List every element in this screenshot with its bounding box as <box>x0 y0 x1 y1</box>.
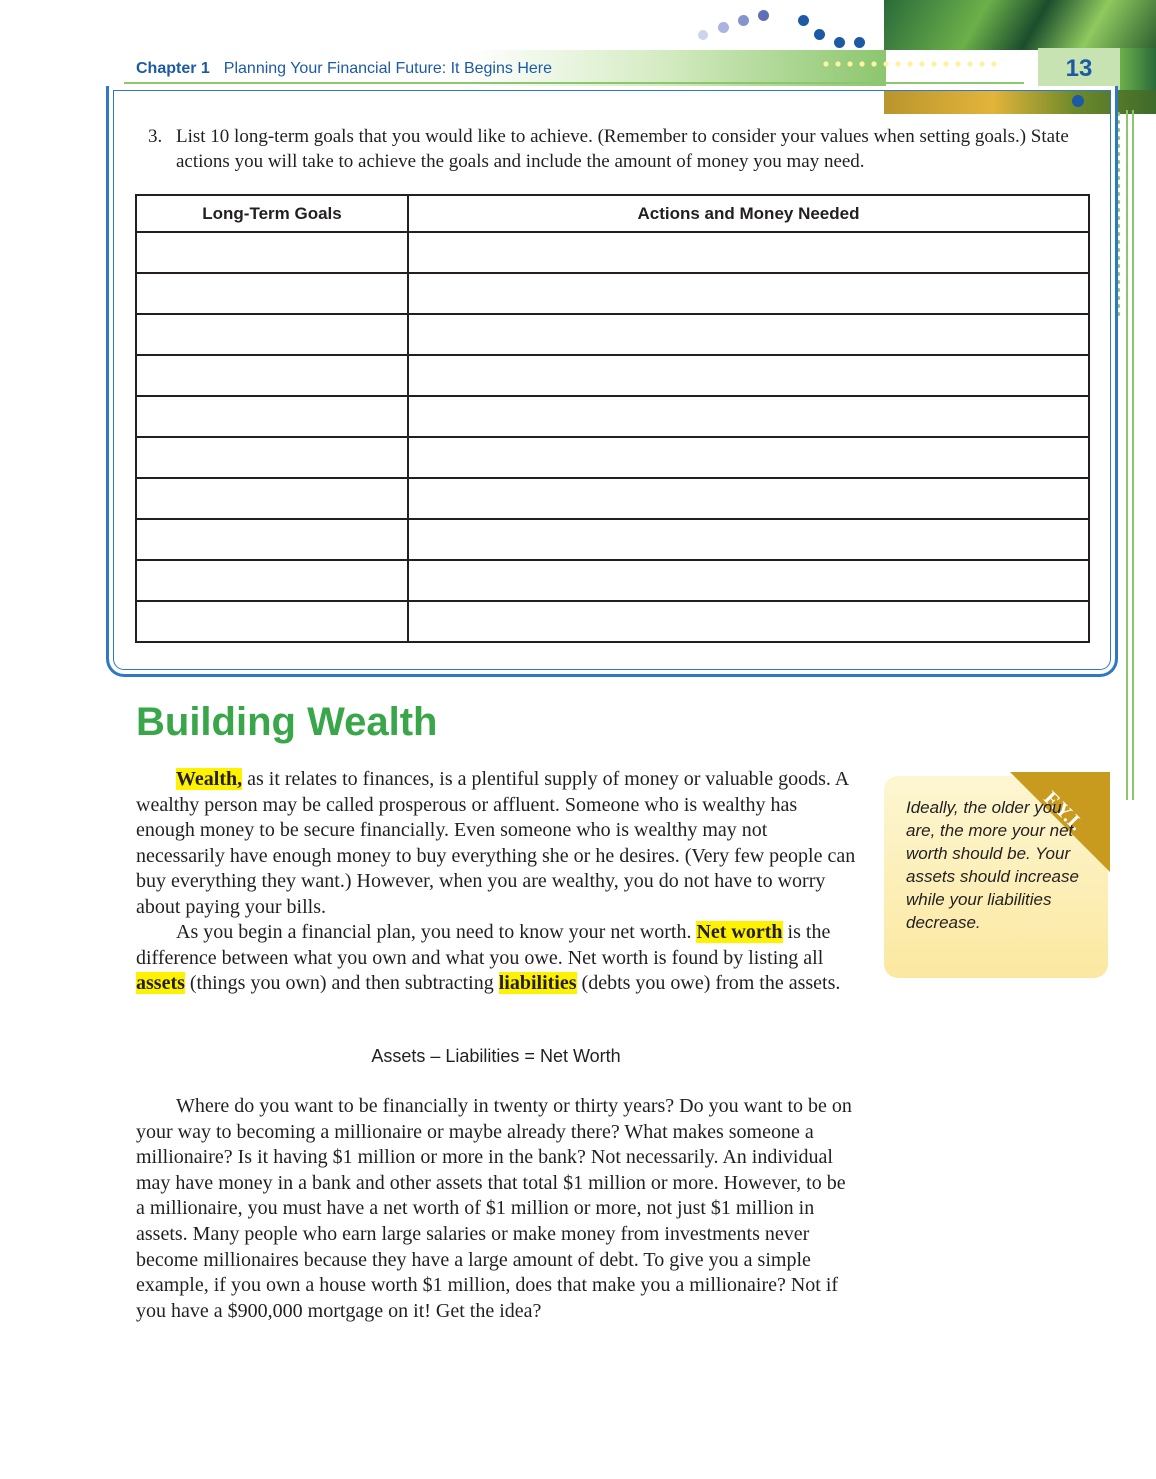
decor-dot <box>738 15 749 26</box>
header-rule <box>124 82 1024 84</box>
page-number: 13 <box>1038 48 1120 90</box>
action-cell[interactable] <box>408 478 1089 519</box>
action-cell[interactable] <box>408 355 1089 396</box>
fyi-label: F.Y.I. <box>1039 787 1088 836</box>
goal-cell[interactable] <box>136 560 408 601</box>
column-header-actions: Actions and Money Needed <box>408 195 1089 232</box>
margin-rule <box>1132 110 1134 800</box>
chapter-label: Chapter 1 <box>136 60 210 77</box>
action-cell[interactable] <box>408 601 1089 642</box>
table-row <box>136 437 1089 478</box>
paragraph-net-worth-lead: As you begin a financial plan, you need to know your net worth. <box>176 921 697 943</box>
action-cell[interactable] <box>408 314 1089 355</box>
chapter-title: Planning Your Financial Future: It Begins Here <box>223 60 552 77</box>
decor-dot <box>758 10 769 21</box>
decor-dot <box>698 30 708 40</box>
goal-cell[interactable] <box>136 314 408 355</box>
term-wealth: Wealth, <box>176 768 243 790</box>
table-row <box>136 560 1089 601</box>
paragraph-net-worth-tail: (debts you owe) from the assets. <box>576 972 841 995</box>
paragraph-net-worth <box>136 920 856 997</box>
goal-cell[interactable] <box>136 273 408 314</box>
decor-dot <box>718 22 729 33</box>
term-liabilities: liabilities <box>498 972 577 995</box>
paragraph-millionaire: Where do you want to be financially in twenty or thirty years? Do you want to be on your way to becoming a millionaire or maybe already there? What makes someone a millionaire? Is it having $1 million or more in the bank? Not necessarily. An individual may have money in a bank and other assets that total $1 million or more. However, to be a millionaire, you must have a net worth of $1 million or more, not just $1 million in assets. Many people who earn large salaries or make money from investments never become millionaires because they have a large amount of debt. To give you a simple example, if you own a house worth $1 million, does that make you a millionaire? Not if you have a $900,000 mortgage on it! Get the idea? <box>136 1095 852 1322</box>
table-row <box>136 355 1089 396</box>
table-row <box>136 601 1089 642</box>
activity-instruction <box>148 124 1088 174</box>
goal-cell[interactable] <box>136 437 408 478</box>
header-dot-row <box>820 60 1000 68</box>
goals-table <box>135 194 1090 643</box>
goal-cell[interactable] <box>136 396 408 437</box>
term-net-worth: Net worth <box>696 921 783 943</box>
table-row <box>136 314 1089 355</box>
margin-rule <box>1126 110 1128 800</box>
decor-dot <box>834 37 845 48</box>
column-header-goals: Long-Term Goals <box>136 195 408 232</box>
action-cell[interactable] <box>408 560 1089 601</box>
paragraph-net-worth-mid1: is the difference between what you own and what you owe. Net worth is found by listing all <box>136 921 831 969</box>
action-cell[interactable] <box>408 437 1089 478</box>
decor-dot <box>814 29 825 40</box>
activity-instruction-text: List 10 long-term goals that you would like to achieve. (Remember to consider your values when setting goals.) State actions you will take to achieve the goals and include the amount of money you may need. <box>176 126 1069 172</box>
goal-cell[interactable] <box>136 355 408 396</box>
table-row <box>136 232 1089 273</box>
table-row <box>136 519 1089 560</box>
activity-number: 3. <box>148 126 163 147</box>
running-header <box>136 60 552 78</box>
table-row <box>136 273 1089 314</box>
goal-cell[interactable] <box>136 478 408 519</box>
paragraph-wealth <box>136 767 856 921</box>
header-photo-edge <box>1120 48 1156 90</box>
decor-dot <box>798 15 809 26</box>
table-row <box>136 396 1089 437</box>
action-cell[interactable] <box>408 273 1089 314</box>
table-row <box>136 478 1089 519</box>
fyi-text: Ideally, the older you are, the more your net worth should be. Your assets should increase while your liabilities decrease. <box>906 798 1079 932</box>
action-cell[interactable] <box>408 232 1089 273</box>
paragraph-net-worth-mid2: (things you own) and then subtracting <box>184 972 499 995</box>
header-photo <box>884 0 1156 50</box>
goal-cell[interactable] <box>136 519 408 560</box>
goal-cell[interactable] <box>136 601 408 642</box>
net-worth-formula: Assets – Liabilities = Net Worth <box>371 1046 621 1066</box>
action-cell[interactable] <box>408 396 1089 437</box>
decor-dot <box>854 37 865 48</box>
action-cell[interactable] <box>408 519 1089 560</box>
term-assets: assets <box>136 972 185 995</box>
paragraph-wealth-text: as it relates to finances, is a plentiful supply of money or valuable goods. A wealthy person may be called prosperous or affluent. Someone who is wealthy has enough money to be secure financially. Even someone who is wealthy may not necessarily have enough money to buy everything she or he desires. (Very few people can buy everything they want.) However, when you are wealthy, you do not have to worry about paying your bills. <box>136 768 856 918</box>
table-header-row <box>136 195 1089 232</box>
section-heading: Building Wealth <box>136 700 438 744</box>
goal-cell[interactable] <box>136 232 408 273</box>
